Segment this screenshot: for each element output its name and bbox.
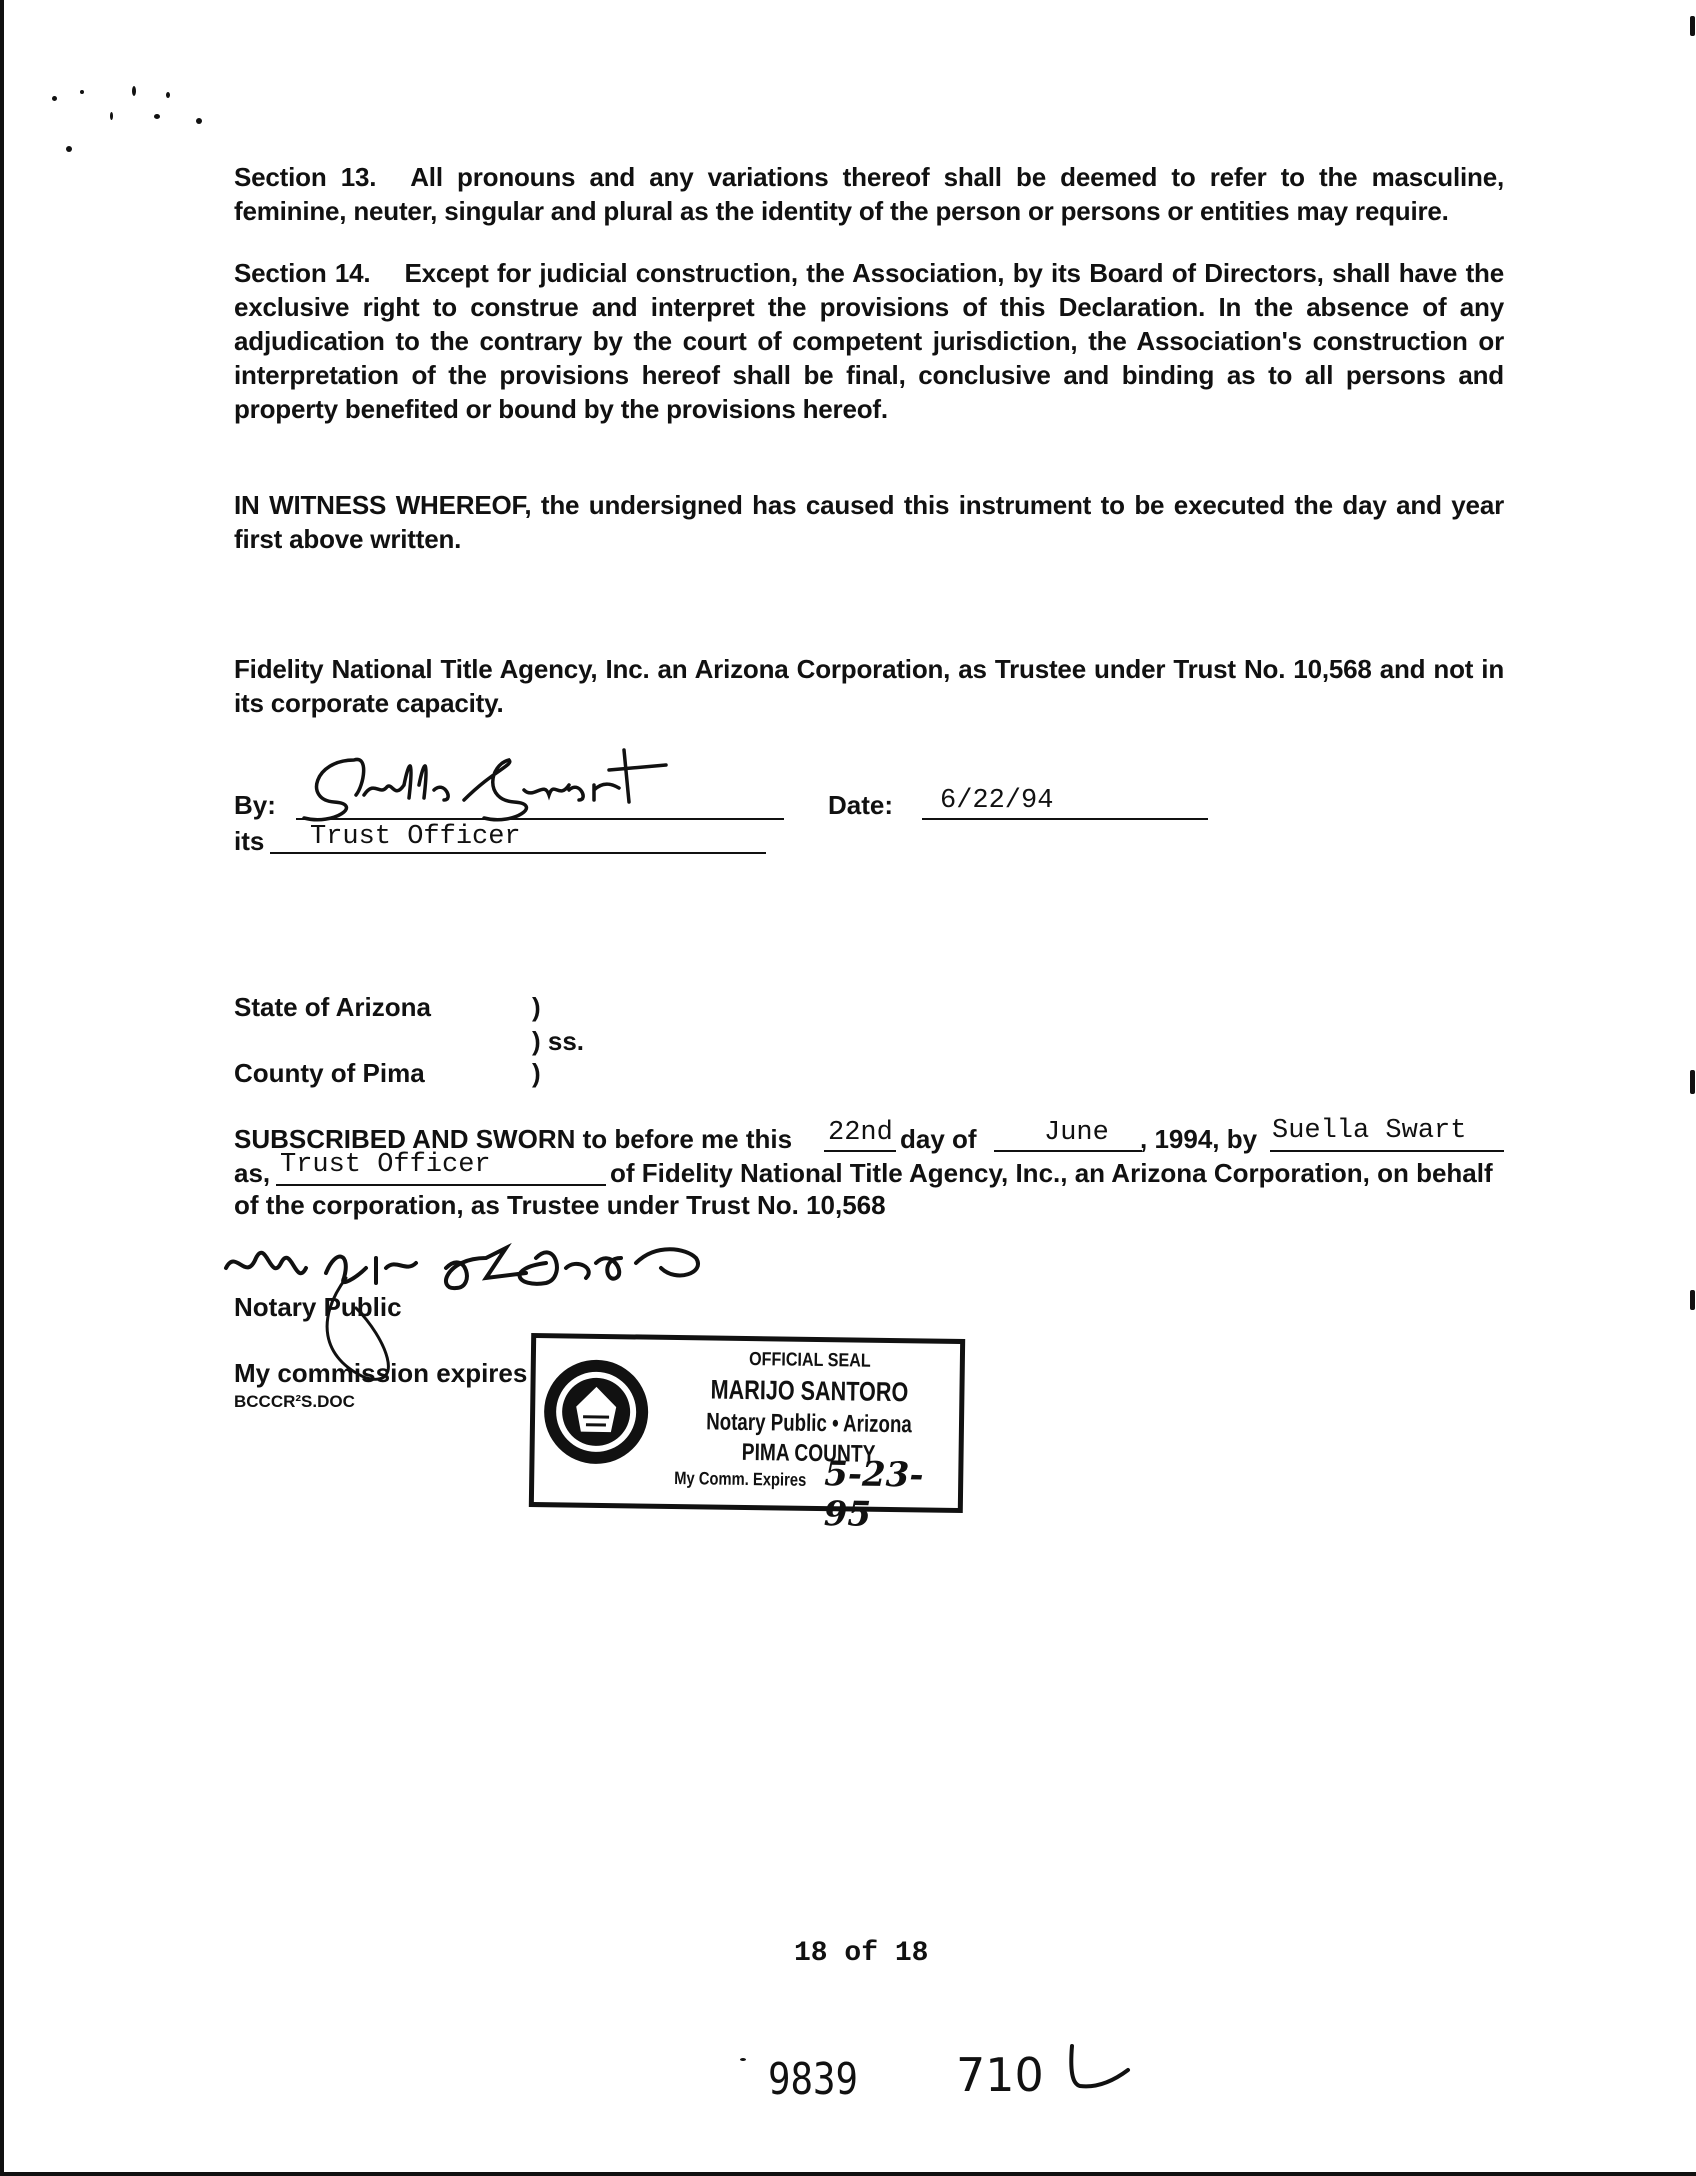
- sworn-month: June: [1044, 1118, 1109, 1148]
- sworn-name: Suella Swart: [1272, 1116, 1467, 1146]
- notary-public-label: Notary Public: [234, 1292, 402, 1322]
- scan-speck: [1690, 1070, 1695, 1094]
- doc-reference: BCCCR²S.DOC: [234, 1392, 355, 1411]
- scan-speck: [1690, 16, 1695, 36]
- trust-officer-signature: [294, 740, 684, 830]
- page-number: 18 of 18: [794, 1938, 929, 1969]
- state-seal-icon: [540, 1356, 652, 1468]
- section-13: [234, 160, 1504, 228]
- its-line: [270, 852, 766, 854]
- seal-title: OFFICIAL SEAL: [748, 1349, 871, 1372]
- by-label: By:: [234, 790, 276, 820]
- month-line: [994, 1150, 1142, 1152]
- venue-ss: ) ss.: [532, 1026, 585, 1056]
- scan-speck: [52, 96, 57, 101]
- scan-speck: [66, 146, 72, 152]
- footer-code-2: 710: [956, 2048, 1044, 2102]
- state-label: State of Arizona: [234, 992, 431, 1022]
- sworn-text-3: , 1994, by: [1140, 1124, 1258, 1154]
- sworn-text-2: day of: [900, 1124, 977, 1154]
- seal-notary-name: MARIJO SANTORO: [710, 1374, 909, 1408]
- sworn-text-6: of the corporation, as Trustee under Trust No. 10,568: [234, 1190, 886, 1220]
- venue-paren: ): [532, 992, 541, 1022]
- scan-speck: [110, 112, 113, 120]
- section-14-label: Section 14.: [234, 258, 371, 288]
- sworn-title: Trust Officer: [280, 1150, 491, 1180]
- official-seal-stamp: [529, 1333, 965, 1535]
- commission-label: My commission expires: [234, 1358, 528, 1388]
- scan-speck: [154, 114, 160, 119]
- trustee-statement: Fidelity National Title Agency, Inc. an Arizona Corporation, as Trustee under Trust No. 10,568 and not in its corporate capacity.: [234, 654, 1504, 718]
- seal-expires-label: My Comm. Expires: [674, 1467, 807, 1490]
- scan-speck: [740, 2058, 746, 2061]
- section-13-text: All pronouns and any variations thereof shall be deemed to refer to the masculine, feminine, neuter, singular and plural as the identity of the person or persons or entities may require.: [234, 162, 1504, 226]
- section-14-text: Except for judicial construction, the Association, by its Board of Directors, shall have the exclusive right to construe and interpret the provisions of this Declaration. In the absence of any adjudication to the contrary by the court of competent jurisdiction, the Association's construction or interpretation of the provisions hereof shall be final, conclusive and binding as to all persons and property benefited or bound by the provisions hereof.: [234, 258, 1504, 424]
- county-label: County of Pima: [234, 1058, 425, 1088]
- name-line: [1270, 1150, 1504, 1152]
- footer-code-1: 9839: [767, 2054, 859, 2105]
- sworn-text-5: of Fidelity National Title Agency, Inc., an Arizona Corporation, on behalf: [610, 1158, 1493, 1188]
- section-13-label: Section 13.: [234, 162, 377, 192]
- scan-speck: [132, 86, 136, 96]
- seal-county: PIMA COUNTY: [741, 1438, 876, 1468]
- witness-clause: IN WITNESS WHEREOF, the undersigned has caused this instrument to be executed the day and year first above written.: [234, 490, 1504, 554]
- sworn-text-4: as,: [234, 1158, 271, 1188]
- date-label: Date:: [828, 790, 894, 820]
- sworn-day: 22nd: [828, 1118, 893, 1148]
- date-line: [922, 818, 1208, 820]
- scan-speck: [1690, 1290, 1695, 1310]
- its-label: its: [234, 826, 265, 856]
- seal-notary-state: Notary Public • Arizona: [706, 1408, 912, 1439]
- scan-speck: [196, 118, 202, 124]
- section-14: [234, 256, 1504, 426]
- its-value: Trust Officer: [310, 822, 521, 852]
- scan-speck: [80, 90, 84, 94]
- sworn-text-1: SUBSCRIBED AND SWORN to before me this: [234, 1124, 793, 1154]
- venue-paren: ): [532, 1058, 541, 1088]
- scan-speck: [166, 92, 170, 98]
- seal-expires-date: 5-23-95: [823, 1454, 924, 1535]
- day-line: [824, 1150, 896, 1152]
- handwritten-mark: [1064, 2040, 1134, 2100]
- title-line: [276, 1184, 606, 1186]
- date-value: 6/22/94: [940, 786, 1054, 816]
